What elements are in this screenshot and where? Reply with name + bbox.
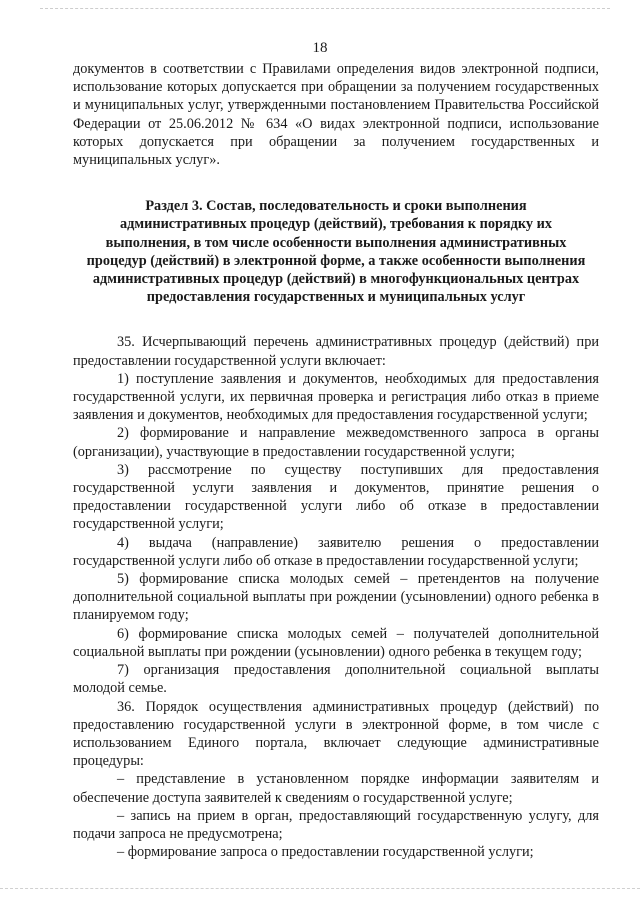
list-item-3: 3) рассмотрение по существу поступивших для предоставления государственной услуги заявления и документов, принятие решения о предоставлении государственной услуги либо об отказе в предоставлении государственной услуги; (73, 461, 599, 533)
paragraph-36: 36. Порядок осуществления административных процедур (действий) по предоставлению государственной услуги в электронной форме, в том числе с использованием Единого портала, включает следующие административные процедуры: (73, 698, 599, 770)
list-item-5: 5) формирование списка молодых семей – претендентов на получение дополнительной социальной выплаты при рождении (усыновлении) одного ребенка в планируемом году; (73, 571, 599, 624)
section-title-line: Раздел 3. Состав, последовательность и сроки выполнения (145, 198, 527, 215)
list-item-1: 1) поступление заявления и документов, необходимых для предоставления государственной услуги, их первичная проверка и регистрация либо отказ в приеме заявления и документов, необходимых для предоставления государственной услуги; (73, 370, 599, 424)
section-title-line: административных процедур (действий), требования к порядку их (119, 216, 553, 233)
section-title (73, 197, 599, 306)
list-item-6: 6) формирование списка молодых семей – получателей дополнительной социальной выплаты при рождении (усыновлении) одного ребенка в текущем году; (73, 625, 599, 660)
list-item-2: 2) формирование и направление межведомственного запроса в органы (организации), участвующие в предоставлении государственной услуги; (73, 425, 599, 460)
scan-edge-top (40, 8, 610, 11)
list-item-7: 7) организация предоставления дополнительной социальной выплаты молодой семье. (73, 662, 599, 697)
document-body (73, 60, 599, 861)
dash-item-1: – представление в установленном порядке информации заявителям и обеспечение доступа заявителей к сведениям о государственной услуге; (73, 771, 599, 806)
section-title-line: процедур (действий) в электронной форме, а также особенности выполнения (86, 252, 586, 269)
section-title-line: выполнения, в том числе особенности выполнения административных (105, 234, 567, 251)
list-item-4: 4) выдача (направление) заявителю решения о предоставлении государственной услуги либо об отказе в предоставлении государственной услуги; (73, 534, 599, 569)
section-title-line: предоставления государственных и муниципальных услуг (146, 289, 526, 306)
section-title-line: административных процедур (действий) в многофункциональных центрах (92, 271, 580, 288)
scan-edge-bottom (0, 888, 640, 891)
dash-item-3: – формирование запроса о предоставлении государственной услуги; (117, 844, 534, 861)
paragraph-35: 35. Исчерпывающий перечень административных процедур (действий) при предоставлении государственной услуги включает: (73, 334, 599, 369)
page-number: 18 (312, 40, 328, 56)
dash-item-2: – запись на прием в орган, предоставляющий государственную услугу, для подачи запроса не предусмотрена; (73, 807, 599, 842)
intro-paragraph: документов в соответствии с Правилами определения видов электронной подписи, использование которых допускается при обращении за получением государственных и муниципальных услуг, утвержденными постановлением Правительства Российской Федерации от 25.06.2012 № 634 «О видах электронной подписи, использование которых допускается при обращении за получением государственных и муниципальных услуг». (73, 61, 599, 169)
